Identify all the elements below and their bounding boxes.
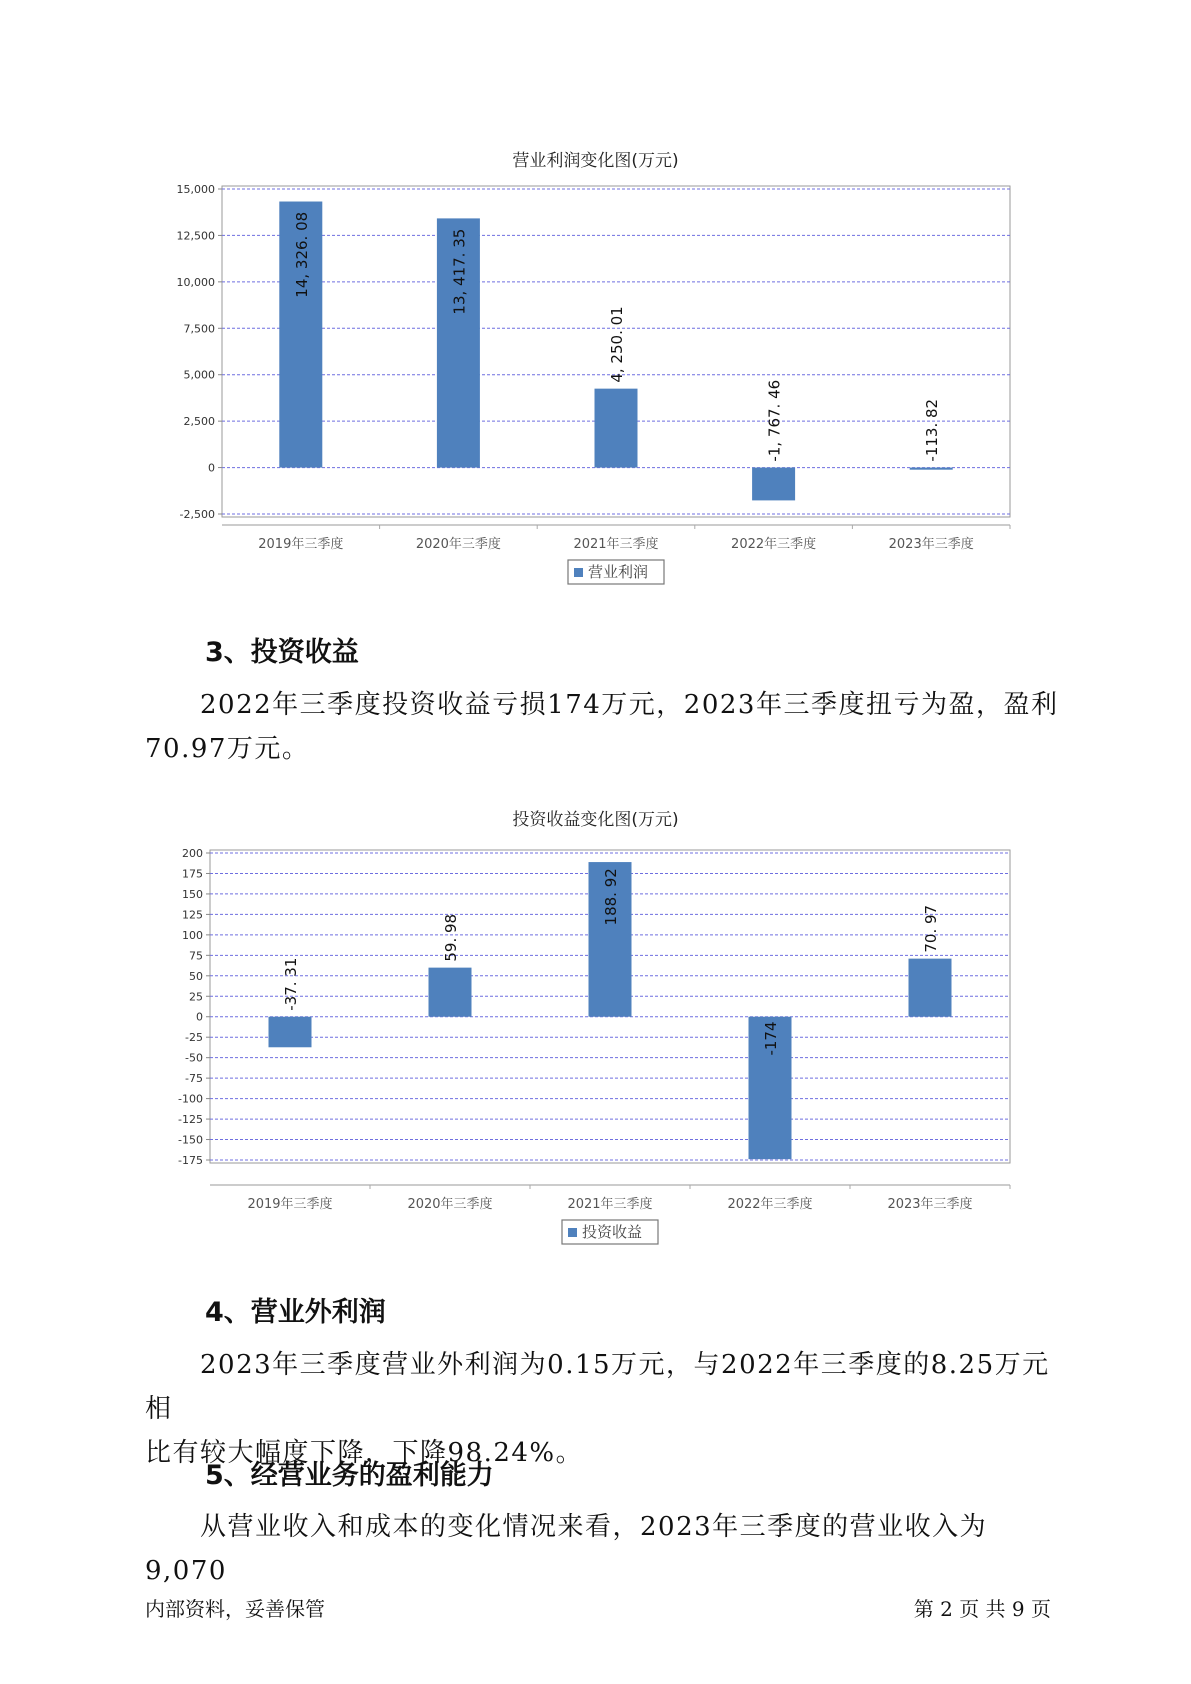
section4-para-line2: 比有较大幅度下降，下降98.24%。 xyxy=(145,1438,584,1468)
chart2-ytick-label: 125 xyxy=(182,908,203,922)
section3-paragraph xyxy=(145,683,1065,771)
chart2-ytick-label: 150 xyxy=(182,887,203,901)
chart2-title: 投资收益变化图(万元) xyxy=(512,810,679,830)
operating-profit-chart xyxy=(0,175,1191,595)
chart1-ytick-label: 12,500 xyxy=(176,229,215,243)
chart1-value-label: 4, 250. 01 xyxy=(608,306,626,383)
chart1-ytick-label: 0 xyxy=(208,461,215,475)
footer-page-number: 第 2 页 共 9 页 xyxy=(913,1597,1051,1621)
chart2-bar xyxy=(909,959,952,1017)
chart2-bar xyxy=(269,1017,312,1048)
chart2-ytick-label: 175 xyxy=(182,867,203,881)
chart2-value-label: -37. 31 xyxy=(282,957,300,1011)
chart2-category-label: 2021年三季度 xyxy=(567,1197,653,1212)
chart2-ytick-label: -75 xyxy=(185,1072,203,1086)
chart2-ytick-label: -50 xyxy=(185,1051,203,1065)
chart2-ytick-label: -175 xyxy=(178,1154,203,1167)
chart2-ytick-label: 25 xyxy=(189,990,203,1004)
chart1-value-label: -1, 767. 46 xyxy=(765,379,784,462)
chart1-value-label: -113. 82 xyxy=(923,398,942,462)
chart2-value-label: 59. 98 xyxy=(442,913,460,962)
chart1-legend-swatch xyxy=(574,568,583,577)
chart2-value-label: -174 xyxy=(762,1021,780,1056)
chart1-value-label: 13, 417. 35 xyxy=(450,228,469,315)
chart1-bar xyxy=(595,389,638,468)
chart2-ytick-label: -150 xyxy=(178,1133,203,1147)
section4-heading: 4、营业外利润 xyxy=(205,1297,386,1328)
chart2-ytick-label: -25 xyxy=(185,1031,203,1045)
section3-para-line1: 2022年三季度投资收益亏损174万元，2023年三季度扭亏为盈，盈利 xyxy=(200,690,1059,720)
chart1-ytick-label: 15,000 xyxy=(176,183,215,196)
chart1-category-label: 2023年三季度 xyxy=(888,537,974,552)
chart2-legend xyxy=(562,1220,658,1244)
chart1-value-label: 14, 326. 08 xyxy=(292,211,311,298)
chart1-legend-label: 营业利润 xyxy=(588,563,649,581)
section3-para-line2: 70.97万元。 xyxy=(145,734,310,764)
chart2-legend-label: 投资收益 xyxy=(582,1223,643,1241)
chart1-category-label: 2022年三季度 xyxy=(731,537,817,552)
chart2-ytick-label: -125 xyxy=(178,1113,203,1127)
chart1-ytick-label: 10,000 xyxy=(176,275,215,289)
chart1-category-label: 2019年三季度 xyxy=(258,537,344,552)
chart2-category-label: 2020年三季度 xyxy=(407,1197,493,1212)
chart2-category-label: 2022年三季度 xyxy=(727,1197,813,1212)
chart1-ytick-label: 5,000 xyxy=(183,368,215,382)
chart1-bar xyxy=(910,468,953,470)
chart2-ytick-label: 0 xyxy=(196,1010,203,1024)
chart2-legend-swatch xyxy=(568,1228,577,1237)
chart2-ytick-label: -100 xyxy=(178,1092,203,1106)
chart1-ytick-label: -2,500 xyxy=(179,508,215,521)
section4-para-line1: 2023年三季度营业外利润为0.15万元，与2022年三季度的8.25万元相 xyxy=(145,1350,1050,1424)
chart1-category-label: 2021年三季度 xyxy=(573,537,659,552)
section5-heading: 5、经营业务的盈利能力 xyxy=(205,1460,494,1491)
chart1-ytick-label: 7,500 xyxy=(183,322,215,336)
chart1-title: 营业利润变化图(万元) xyxy=(512,151,679,171)
section5-para-line1: 从营业收入和成本的变化情况来看，2023年三季度的营业收入为9,070 xyxy=(145,1512,988,1586)
chart2-ytick-label: 100 xyxy=(182,928,203,942)
chart2-category-label: 2023年三季度 xyxy=(887,1197,973,1212)
footer-left: 内部资料，妥善保管 xyxy=(145,1597,325,1621)
chart2-ytick-label: 50 xyxy=(189,969,203,983)
chart1-legend xyxy=(568,560,664,584)
chart2-category-label: 2019年三季度 xyxy=(247,1197,333,1212)
chart2-ytick-label: 200 xyxy=(182,847,203,860)
chart2-value-label: 70. 97 xyxy=(922,904,940,953)
section3-heading: 3、投资收益 xyxy=(205,637,359,668)
investment-income-chart xyxy=(0,835,1191,1255)
section5-paragraph xyxy=(145,1505,1065,1593)
chart2-bar xyxy=(429,968,472,1017)
chart2-value-label: 188. 92 xyxy=(602,868,620,926)
chart1-category-label: 2020年三季度 xyxy=(415,537,501,552)
chart1-bar xyxy=(752,468,795,501)
chart2-ytick-label: 75 xyxy=(189,949,203,963)
chart1-ytick-label: 2,500 xyxy=(183,415,215,429)
